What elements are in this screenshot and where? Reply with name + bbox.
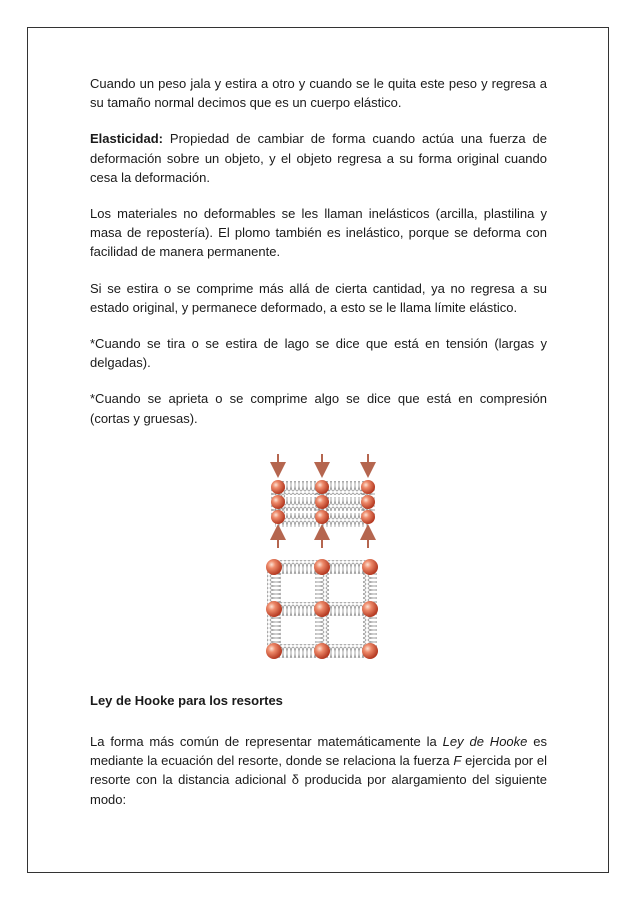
paragraph-inelastic-materials: Los materiales no deformables se les llaman inelásticos (arcilla, plastilina y masa de repostería). El plomo también es inelástico, porque se deforma con facilidad de manera permanente. bbox=[90, 206, 547, 260]
hooke-text-2: es mediante la ecuación del resorte, donde se relaciona la fuerza bbox=[90, 734, 547, 769]
compression-arrows-top bbox=[278, 454, 368, 470]
elasticity-term: Elasticidad: bbox=[90, 131, 163, 147]
paragraph-compression: *Cuando se aprieta o se comprime algo se dice que está en compresión (cortas y gruesas). bbox=[90, 391, 547, 426]
hooke-law-term: Ley de Hooke bbox=[442, 734, 528, 749]
relaxed-lattice bbox=[266, 559, 378, 659]
paragraph-elastic-limit: Si se estira o se comprime más allá de cierta cantidad, ya no regresa a su estado original, y permanece deformado, a esto se le llama límite elástico. bbox=[90, 280, 547, 315]
elasticity-text: Propiedad de cambiar de forma cuando actúa una fuerza de deformación sobre un objeto, y el objeto regresa a su forma original cuando cesa la deformación. bbox=[90, 131, 547, 185]
hooke-text-3: ejercida por el resorte con la distancia adicional δ producida por alargamiento del siguiente modo: bbox=[90, 753, 547, 807]
hooke-text-1: La forma más común de representar matemáticamente la bbox=[90, 734, 443, 749]
compression-arrows-bottom bbox=[278, 532, 368, 548]
document-body bbox=[90, 74, 547, 445]
compression-lattice-figure bbox=[255, 450, 390, 665]
paragraph-elasticity-definition bbox=[90, 129, 547, 187]
force-symbol: F bbox=[453, 753, 462, 769]
compressed-lattice bbox=[271, 480, 375, 527]
section-heading-hooke: Ley de Hooke para los resortes bbox=[90, 693, 283, 708]
paragraph-elastic-body: Cuando un peso jala y estira a otro y cuando se le quita este peso y regresa a su tamaño normal decimos que es un cuerpo elástico. bbox=[90, 76, 547, 111]
paragraph-tension: *Cuando se tira o se estira de lago se dice que está en tensión (largas y delgadas). bbox=[90, 336, 547, 371]
paragraph-hooke-law bbox=[90, 732, 547, 809]
